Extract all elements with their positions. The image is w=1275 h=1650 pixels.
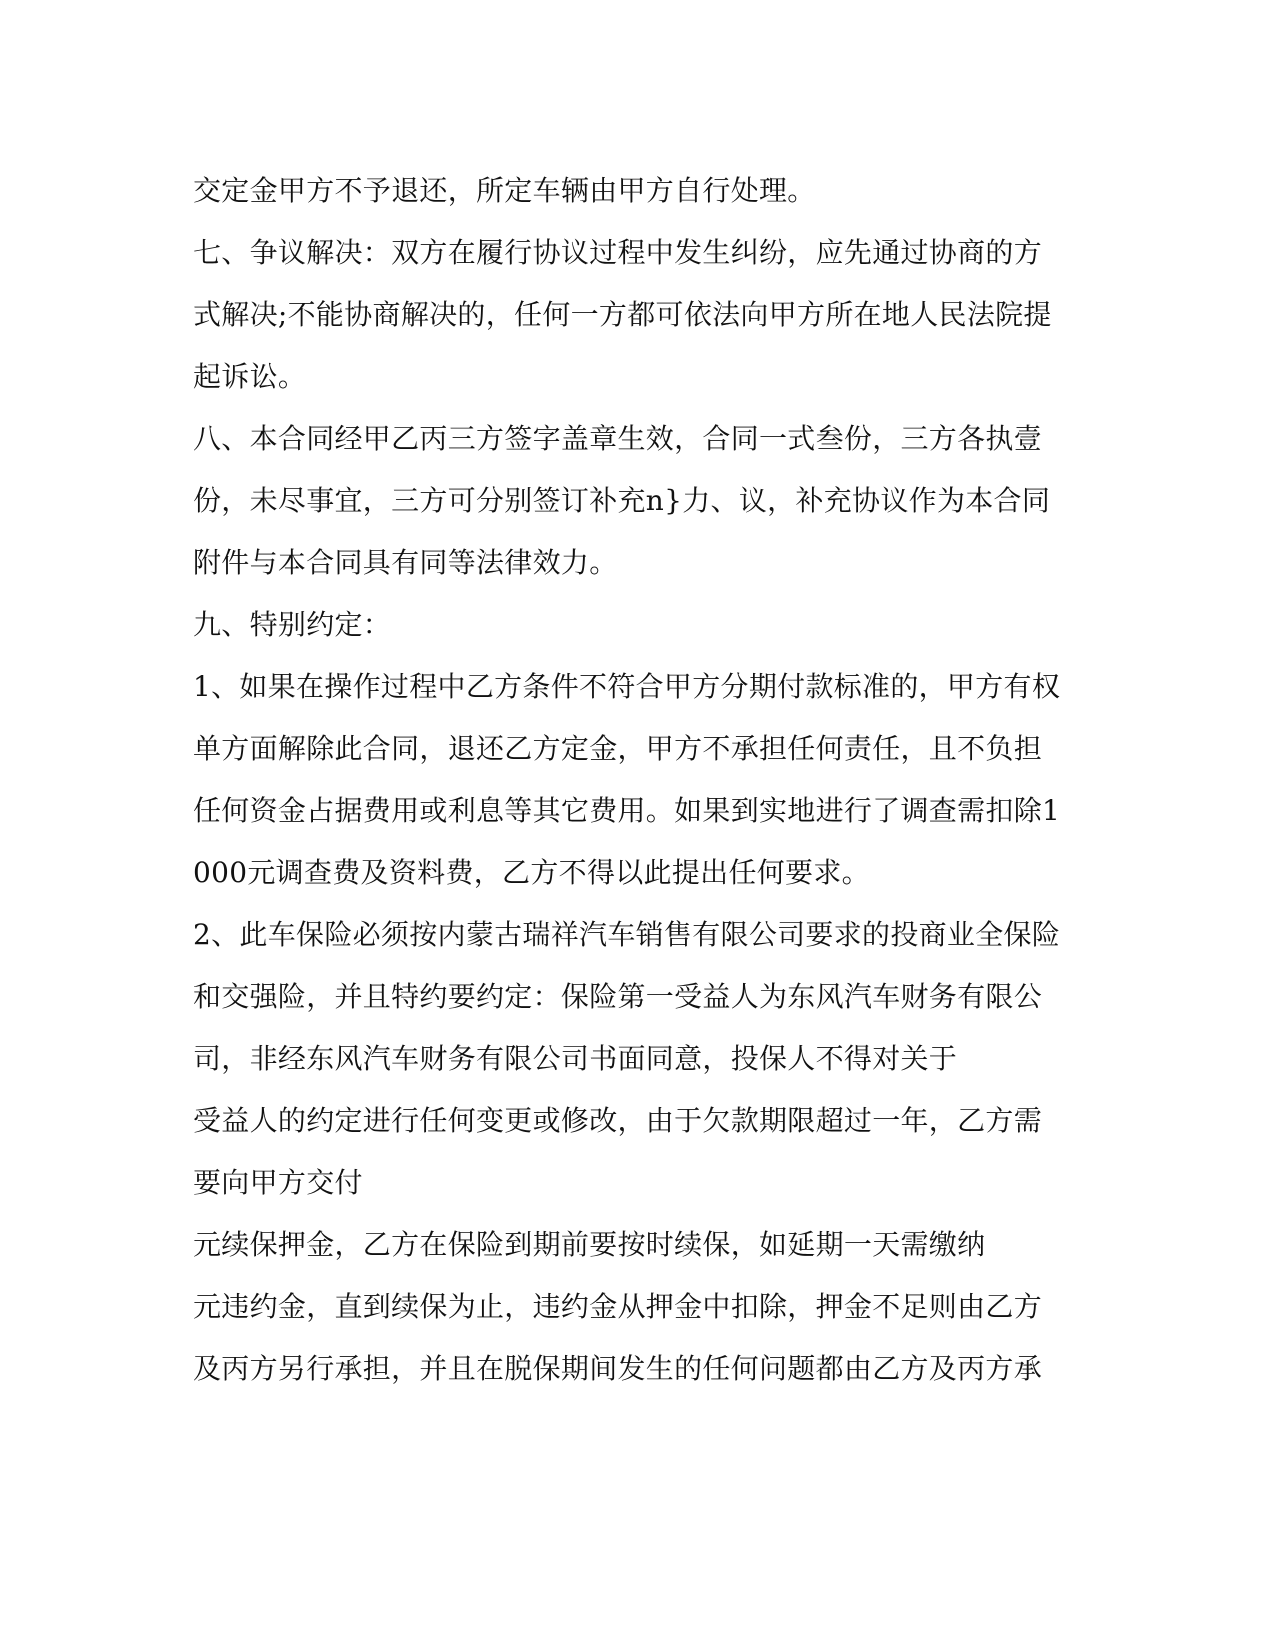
text-line: 八、本合同经甲乙丙三方签字盖章生效，合同一式叁份，三方各执壹 <box>193 422 1043 455</box>
text-line: 任何资金占据费用或利息等其它费用。如果到实地进行了调查需扣除1 <box>193 794 1061 827</box>
text-line: 单方面解除此合同，退还乙方定金，甲方不承担任何责任，且不负担 <box>193 732 1043 765</box>
document-body <box>193 160 1093 1400</box>
text-line: 及丙方另行承担，并且在脱保期间发生的任何问题都由乙方及丙方承 <box>193 1352 1043 1385</box>
text-line: 交定金甲方不予退还，所定车辆由甲方自行处理。 <box>193 174 816 207</box>
text-line: 式解决;不能协商解决的，任何一方都可依法向甲方所在地人民法院提 <box>193 298 1052 331</box>
text-line: 000元调查费及资料费，乙方不得以此提出任何要求。 <box>193 856 870 889</box>
text-line: 元续保押金，乙方在保险到期前要按时续保，如延期一天需缴纳 <box>193 1228 986 1261</box>
text-line: 起诉讼。 <box>193 360 307 393</box>
text-line: 七、争议解决：双方在履行协议过程中发生纠纷，应先通过协商的方 <box>193 236 1043 269</box>
text-line: 九、特别约定： <box>193 608 392 641</box>
text-line: 和交强险，并且特约要约定：保险第一受益人为东风汽车财务有限公 <box>193 980 1043 1013</box>
text-line: 份，未尽事宜，三方可分别签订补充n}力、议，补充协议作为本合同 <box>193 484 1051 517</box>
text-line: 司，非经东风汽车财务有限公司书面同意，投保人不得对关于 <box>193 1042 958 1075</box>
text-line: 附件与本合同具有同等法律效力。 <box>193 546 618 579</box>
text-line: 受益人的约定进行任何变更或修改，由于欠款期限超过一年，乙方需 <box>193 1104 1043 1137</box>
text-line: 2、此车保险必须按内蒙古瑞祥汽车销售有限公司要求的投商业全保险 <box>193 918 1061 951</box>
text-line: 1、如果在操作过程中乙方条件不符合甲方分期付款标准的，甲方有权 <box>193 670 1061 703</box>
text-line: 元违约金，直到续保为止，违约金从押金中扣除，押金不足则由乙方 <box>193 1290 1043 1323</box>
text-line: 要向甲方交付 <box>193 1166 363 1199</box>
